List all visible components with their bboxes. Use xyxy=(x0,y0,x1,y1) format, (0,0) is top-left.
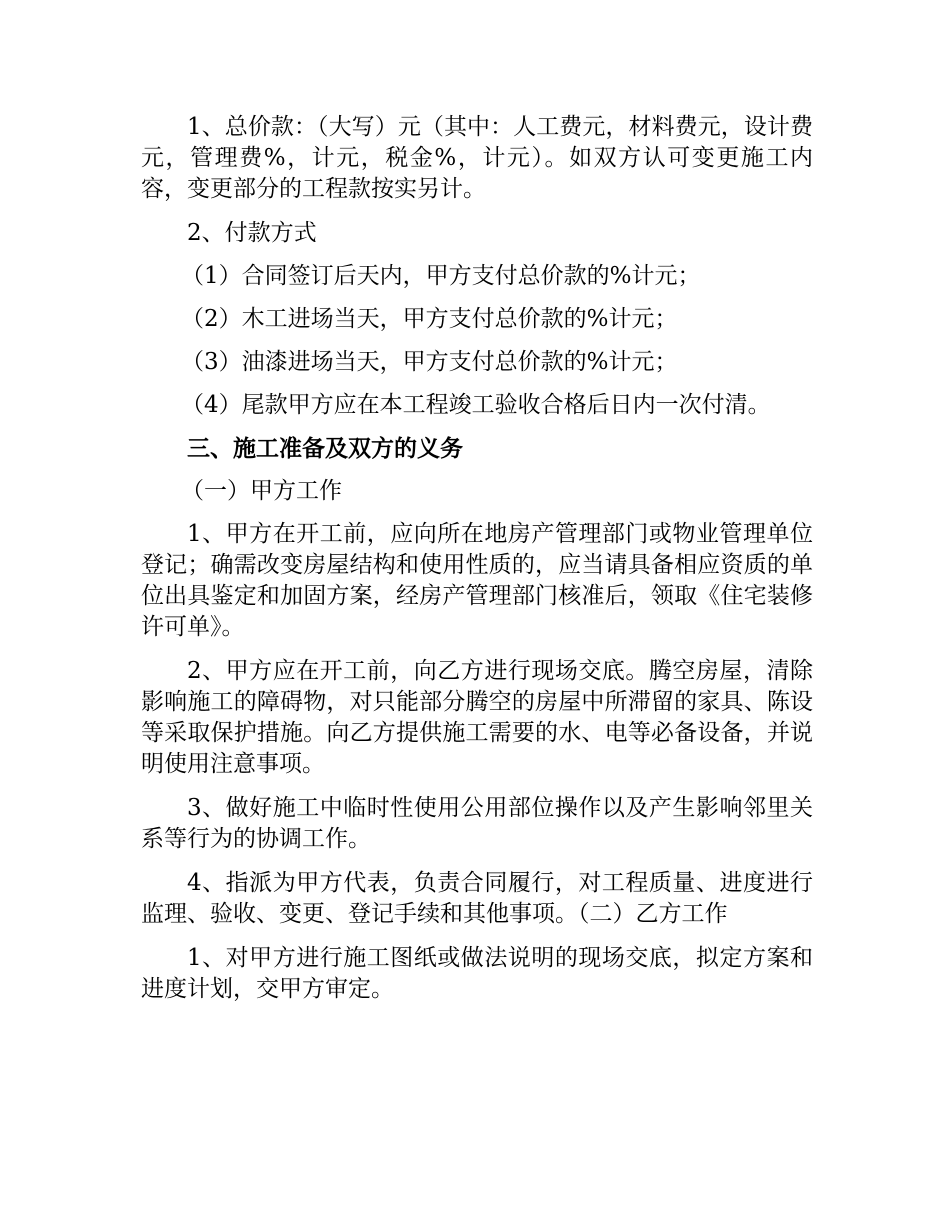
paragraph-payment-2: （2）木工进场当天，甲方支付总价款的%计元； xyxy=(181,306,678,332)
paragraph-party-a-4: 4、指派为甲方代表，负责合同履行，对工程质量、进度进行监理、验收、变更、登记手续和其他事项。（二）乙方工作 xyxy=(141,870,813,927)
paragraph-party-a-3: 3、做好施工中临时性使用公用部位操作以及产生影响邻里关系等行为的协调工作。 xyxy=(141,795,813,852)
paragraph-total-price: 1、总价款：（大写）元（其中：人工费元，材料费元，设计费元，管理费%，计元，税金%，计元）。如双方认可变更施工内容，变更部分的工程款按实另计。 xyxy=(141,114,813,202)
paragraph-payment-3: （3）油漆进场当天，甲方支付总价款的%计元； xyxy=(181,349,678,375)
paragraph-party-a-1: 1、甲方在开工前，应向所在地房产管理部门或物业管理单位登记；确需改变房屋结构和使用性质的，应当请具备相应资质的单位出具鉴定和加固方案，经房产管理部门核准后，领取《住宅装修许可单》。 xyxy=(141,521,813,640)
paragraph-party-a-2: 2、甲方应在开工前，向乙方进行现场交底。腾空房屋，清除影响施工的障碍物，对只能部分腾空的房屋中所滞留的家具、陈设等采取保护措施。向乙方提供施工需要的水、电等必备设备，并说明使用注意事项。 xyxy=(141,658,813,777)
paragraph-payment-method: 2、付款方式 xyxy=(187,220,317,246)
paragraph-payment-1: （1）合同签订后天内，甲方支付总价款的%计元； xyxy=(181,263,701,289)
paragraph-payment-4: （4）尾款甲方应在本工程竣工验收合格后日内一次付清。 xyxy=(181,392,771,418)
paragraph-party-b-1: 1、对甲方进行施工图纸或做法说明的现场交底，拟定方案和进度计划，交甲方审定。 xyxy=(141,945,813,1002)
section-heading-preparation: 三、施工准备及双方的义务 xyxy=(187,435,463,462)
subsection-heading-party-a: （一）甲方工作 xyxy=(181,478,342,504)
document-page xyxy=(141,112,813,1005)
